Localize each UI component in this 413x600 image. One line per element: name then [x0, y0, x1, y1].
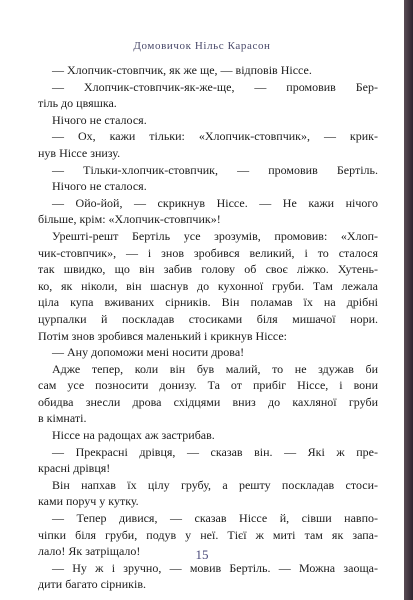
text-line: так швидко, що він забив голову об своє ліжко. Хутень- — [38, 262, 378, 277]
text-line: ціла купа вживаних сірників. Він поламав їх на дрібні — [38, 295, 378, 310]
text-line: ками поруч у кутку. — [38, 494, 139, 509]
text-line: Урешті-решт Бертіль усе зрозумів, промовив: «Хлоп- — [52, 228, 378, 243]
text-line: — Ану допоможи мені носити дрова! — [52, 345, 245, 360]
text-line: сам усе позносити донизу. Та от прибіг Ніссе, і вони — [38, 378, 378, 393]
text-line: — Ойо-йой, — скрикнув Ніссе. — Не кажи нічого — [52, 195, 378, 210]
text-line: цурпалки й поскладав стосиками біля мишачої нори. — [38, 311, 378, 326]
text-line: Він напхав їх цілу грубу, а решту поскладав стоси- — [52, 477, 378, 492]
text-line: більше, крім: «Хлопчик-стовпчик»! — [38, 212, 221, 227]
text-line: — Прекрасні дрівця, — сказав він. — Які ж пре- — [52, 444, 378, 459]
text-line: лало! Як затріщало! — [38, 544, 141, 559]
text-line: ко, як ніколи, він шаснув до кухонної груби. Там лежала — [38, 278, 378, 293]
text-line: красні дрівця! — [38, 461, 111, 476]
text-line: тіль до цвяшка. — [38, 96, 117, 111]
page-number: 15 — [195, 547, 209, 562]
text-line: — Ох, кажи тільки: «Хлопчик-стовпчик», — крик- — [52, 129, 378, 144]
text-line: нув Ніссе знизу. — [38, 145, 121, 160]
text-line: — Ну ж і зручно, — мовив Бертіль. — Можна заоща- — [52, 560, 378, 575]
text-line: обидва знесли дрова східцями вниз до кахляної груби — [38, 394, 378, 409]
text-line: — Тільки-хлопчик-стовпчик, — промовив Бертіль. — [52, 162, 378, 177]
text-line: дити багато сірників. — [38, 577, 146, 592]
text-line: Нічого не сталося. — [52, 179, 147, 194]
text-line: — Хлопчик-стовпчик-як-же-ще, — промовив Бер- — [52, 79, 378, 94]
text-line: — Хлопчик-стовпчик, як же ще, — відповів Ніссе. — [52, 63, 312, 77]
text-line: Ніссе на радощах аж застрибав. — [52, 428, 215, 443]
running-title: Домовичок Нільс Карасон — [133, 40, 271, 52]
text-line: чик-стовпчик», — і знов зробився великий, і то сталося — [38, 245, 378, 260]
text-line: в кімнаті. — [38, 411, 87, 426]
page-gutter-shadow — [404, 0, 413, 600]
text-line: чіпки біля груби, подув у неї. Тієї ж миті там як запа- — [38, 527, 378, 542]
text-line: — Тепер дивися, — сказав Ніссе й, сівши навпо- — [52, 511, 378, 526]
text-line: Нічого не сталося. — [52, 112, 147, 127]
text-line: Потім знов зробився маленький і крикнув Ніссе: — [38, 328, 288, 343]
text-line: Адже тепер, коли він був малий, то не здужав би — [52, 361, 378, 376]
body-text — [38, 62, 378, 593]
